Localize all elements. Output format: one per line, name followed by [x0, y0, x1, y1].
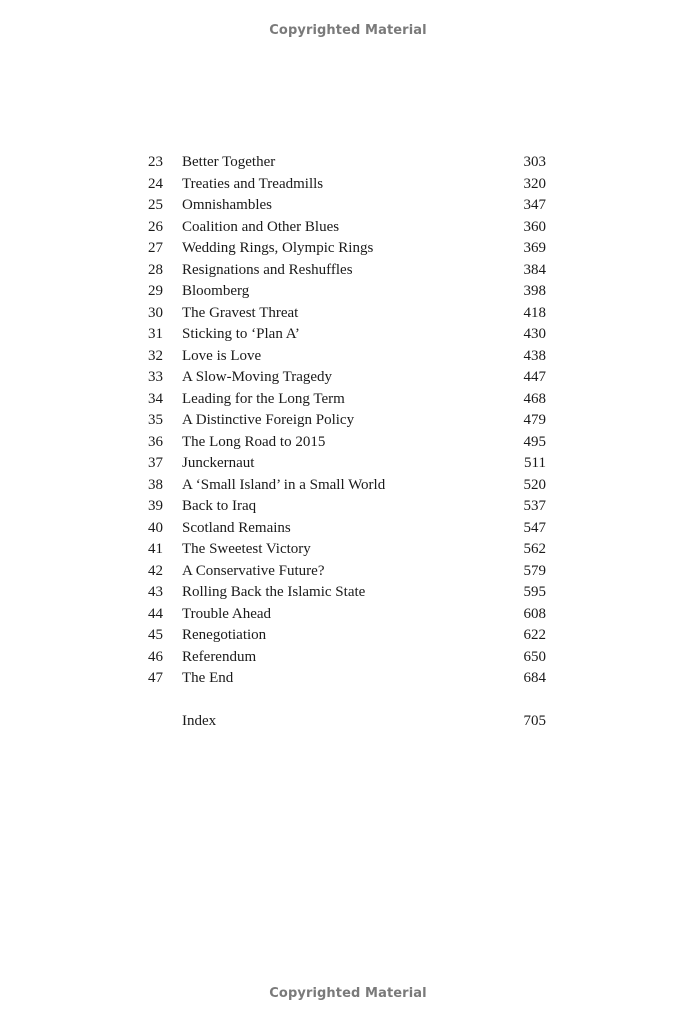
toc-entry-title: Junckernaut	[182, 455, 255, 471]
toc-entry-number: 40	[148, 519, 163, 536]
toc-entry-number: 44	[148, 605, 163, 622]
toc-entry-page: 479	[523, 412, 546, 428]
toc-entry-page: 430	[523, 326, 546, 342]
toc-entry-number: 33	[148, 369, 163, 385]
toc-spacer	[148, 690, 548, 712]
toc-entry-title: Resignations and Reshuffles	[182, 261, 353, 278]
toc-entry-number: 42	[148, 562, 163, 579]
toc-entry-number: 35	[148, 412, 163, 428]
toc-entry-number: 26	[148, 218, 163, 235]
toc-entry[interactable]	[148, 260, 548, 282]
toc-entry-title: Coalition and Other Blues	[182, 218, 340, 235]
toc-entry-title: Scotland Remains	[182, 519, 291, 536]
toc-entry-title: Wedding Rings, Olympic Rings	[182, 240, 374, 256]
watermark-top: Copyrighted Material	[269, 23, 427, 38]
toc-entry[interactable]	[148, 561, 548, 583]
toc-entry-title: Referendum	[182, 648, 257, 665]
toc-entry[interactable]	[148, 582, 548, 604]
toc-entry[interactable]	[148, 152, 548, 174]
watermark-bottom: Copyrighted Material	[269, 986, 427, 1001]
toc-entry[interactable]	[148, 303, 548, 325]
toc-entry-page: 347	[523, 197, 546, 213]
toc-entry-title: Better Together	[182, 154, 276, 170]
toc-entry[interactable]	[148, 453, 548, 475]
toc-index-title: Index	[182, 713, 217, 729]
toc-entry[interactable]	[148, 217, 548, 239]
toc-entry-page: 447	[523, 369, 546, 385]
toc-entry-title: The End	[182, 670, 234, 686]
toc-entry-number: 47	[148, 670, 163, 686]
toc-entry[interactable]	[148, 475, 548, 497]
toc-entry-number: 25	[148, 197, 163, 213]
toc-entry-page: 520	[523, 476, 546, 493]
toc-entry-page: 547	[523, 519, 546, 536]
toc-entry-number: 32	[148, 347, 163, 364]
toc-entry-page: 537	[523, 498, 546, 514]
toc-entry-number: 29	[148, 283, 163, 299]
toc-entry[interactable]	[148, 195, 548, 217]
table-of-contents	[148, 152, 548, 733]
toc-entry-title: A Slow-Moving Tragedy	[182, 369, 333, 385]
toc-entry-title: Leading for the Long Term	[182, 390, 345, 407]
toc-entry-page: 684	[523, 670, 546, 686]
toc-entry-number: 41	[148, 541, 163, 557]
toc-entry-title: The Gravest Threat	[182, 304, 299, 321]
toc-entry-number: 46	[148, 648, 163, 665]
toc-entry-page: 622	[523, 627, 546, 643]
toc-entry[interactable]	[148, 518, 548, 540]
toc-entry[interactable]	[148, 324, 548, 346]
toc-entry-number: 37	[148, 455, 163, 471]
toc-entry-number: 36	[148, 433, 163, 450]
toc-entry-title: Trouble Ahead	[182, 605, 272, 622]
toc-entry-number: 34	[148, 390, 163, 407]
toc-entry[interactable]	[148, 346, 548, 368]
toc-entry-title: Renegotiation	[182, 627, 267, 643]
toc-entry-title: Omnishambles	[182, 197, 272, 213]
toc-entry-page: 360	[523, 218, 546, 235]
toc-entry-page: 608	[523, 605, 546, 622]
toc-entry-page: 398	[523, 283, 546, 299]
toc-index-row[interactable]	[148, 711, 548, 733]
toc-entry-page: 369	[523, 240, 546, 256]
toc-entry-page: 384	[523, 261, 546, 278]
toc-entry-page: 303	[523, 154, 546, 170]
toc-entry-title: The Long Road to 2015	[182, 433, 326, 450]
toc-entry-title: Sticking to ‘Plan A’	[182, 326, 300, 342]
toc-entry-title: A Distinctive Foreign Policy	[182, 412, 355, 428]
toc-entry-number: 45	[148, 627, 163, 643]
toc-entry[interactable]	[148, 174, 548, 196]
toc-entry-number: 31	[148, 326, 163, 342]
toc-entry-title: Bloomberg	[182, 283, 250, 299]
toc-entry[interactable]	[148, 625, 548, 647]
toc-entry-number: 28	[148, 261, 163, 278]
toc-entry-page: 562	[523, 541, 546, 557]
toc-entry[interactable]	[148, 647, 548, 669]
toc-entry-title: Treaties and Treadmills	[182, 175, 324, 192]
toc-entry-number: 38	[148, 476, 163, 493]
toc-entry-page: 418	[523, 304, 546, 321]
toc-entry-page: 579	[523, 562, 546, 579]
toc-entry[interactable]	[148, 668, 548, 690]
toc-entry-title: Back to Iraq	[182, 498, 257, 514]
toc-entry-number: 27	[148, 240, 163, 256]
toc-entry-page: 468	[523, 390, 546, 407]
toc-entry-page: 438	[523, 347, 546, 364]
toc-entry[interactable]	[148, 432, 548, 454]
toc-entry[interactable]	[148, 367, 548, 389]
toc-entry-page: 595	[523, 584, 546, 600]
toc-entry-title: Rolling Back the Islamic State	[182, 584, 366, 600]
toc-entry[interactable]	[148, 539, 548, 561]
toc-entry-page: 650	[523, 648, 546, 665]
toc-index-page: 705	[523, 713, 546, 729]
toc-entry-number: 30	[148, 304, 163, 321]
toc-entry-number: 24	[148, 175, 163, 192]
toc-entry[interactable]	[148, 604, 548, 626]
toc-entry[interactable]	[148, 389, 548, 411]
toc-entry-number: 43	[148, 584, 163, 600]
toc-entries	[148, 152, 548, 690]
toc-entry-number: 23	[148, 154, 163, 170]
toc-entry[interactable]	[148, 496, 548, 518]
toc-entry-title: A ‘Small Island’ in a Small World	[182, 476, 386, 493]
toc-entry-page: 495	[523, 433, 546, 450]
toc-entry-title: A Conservative Future?	[182, 562, 325, 579]
toc-entry[interactable]	[148, 238, 548, 260]
toc-entry[interactable]	[148, 281, 548, 303]
toc-entry-title: The Sweetest Victory	[182, 541, 311, 557]
toc-entry[interactable]	[148, 410, 548, 432]
toc-entry-number: 39	[148, 498, 163, 514]
toc-entry-page: 511	[524, 455, 546, 471]
toc-entry-title: Love is Love	[182, 347, 262, 364]
toc-entry-page: 320	[523, 175, 546, 192]
